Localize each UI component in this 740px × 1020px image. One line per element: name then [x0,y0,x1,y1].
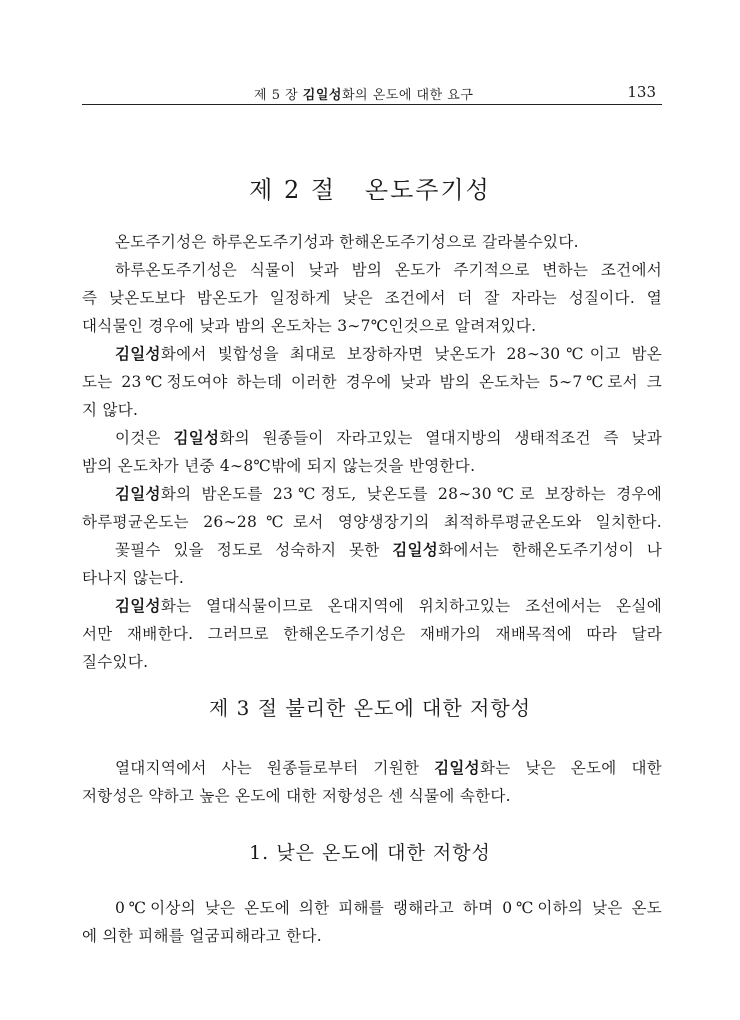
text-run: 타나지 않는다. [82,569,185,587]
text-line [82,256,662,284]
text-run: 에 의한 피해를 얼굼피해라고 한다. [82,927,322,945]
running-head-bold-name: 김일성 [302,88,342,103]
text-run: 하루평균온도는 26∼28℃로서 영양생장기의 최적하루평균온도와 일치한다. [82,513,662,531]
paragraph [82,228,662,256]
text-line [82,648,662,676]
text-line [82,754,662,782]
page-number: 133 [627,83,656,101]
paragraph [82,424,662,480]
text-line [82,782,662,810]
subsection-1-title: 1. 낮은 온도에 대한 저항성 [249,842,491,864]
text-line [82,424,662,452]
text-run: 온도주기성은 하루온도주기성과 한해온도주기성으로 갈라볼수있다. [115,233,579,251]
paragraph [82,340,662,424]
paragraph [82,894,662,950]
text-line [82,536,662,564]
paragraph [82,536,662,592]
paragraph [82,480,662,536]
paragraph [82,256,662,340]
text-line [82,508,662,536]
text-line [82,368,662,396]
text-run: 화는 낮은 온도에 대한 [479,759,662,777]
text-line [82,312,662,340]
text-line [82,480,662,508]
text-run: 저항성은 약하고 높은 온도에 대한 저항성은 센 식물에 속한다. [82,787,511,805]
bold-name: 김일성 [115,596,161,615]
text-run: 화의 원종들이 자라고있는 열대지방의 생태적조건 즉 낮과 [219,429,663,447]
text-line [82,620,662,648]
text-run: 하루온도주기성은 식물이 낮과 밤의 온도가 주기적으로 변하는 조건에서 [115,261,662,279]
text-run: 화에서 빛합성을 최대로 보장하자면 낮온도가 28∼30℃이고 밤온 [160,345,662,363]
text-line [82,396,662,424]
text-line [82,340,662,368]
bold-name: 김일성 [434,758,480,777]
text-line [82,228,662,256]
text-line [82,894,662,922]
paragraph [82,592,662,676]
header-rule [82,104,662,105]
text-run: 화에서는 한해온도주기성이 나 [438,541,662,559]
text-line [82,922,662,950]
bold-name: 김일성 [173,428,220,447]
text-run: 즉 낮온도보다 밤온도가 일정하게 낮은 조건에서 더 잘 자라는 성질이다. 열 [82,289,662,307]
running-head-title: 화의 온도에 대한 요구 [341,88,474,103]
text-run: 열대지역에서 사는 원종들로부터 기원한 [115,759,435,777]
bold-name: 김일성 [392,540,439,559]
text-run: 화는 열대식물이므로 온대지역에 위치하고있는 조선에서는 온실에 [160,597,662,615]
section-3-title: 제 3 절 불리한 온도에 대한 저항성 [208,696,532,720]
paragraph [82,754,662,810]
text-run: 질수있다. [82,653,149,671]
text-run: 대식물인 경우에 낮과 밤의 온도차는 3∼7℃인것으로 알려져있다. [82,317,537,335]
text-run: 도는 23℃정도여야 하는데 이러한 경우에 낮과 밤의 온도차는 5∼7℃로서 크 [82,373,662,391]
bold-name: 김일성 [115,344,161,363]
section-2-title: 제 2 절 온도주기성 [249,176,491,204]
running-head [254,84,473,103]
text-line [82,452,662,480]
text-run: 이것은 [115,429,174,447]
text-run: 0℃이상의 낮은 온도에 의한 피해를 랭해라고 하며 0℃이하의 낮은 온도 [115,899,662,917]
bold-name: 김일성 [115,484,161,503]
text-line [82,564,662,592]
text-run: 지 않다. [82,401,139,419]
running-head-chapter: 제 5 장 [254,88,303,103]
text-run: 밤의 온도차가 년중 4∼8℃밖에 되지 않는것을 반영한다. [82,457,476,475]
running-header [82,84,660,106]
text-line [82,284,662,312]
text-run: 꽃필수 있을 정도로 성숙하지 못한 [115,541,393,559]
text-run: 화의 밤온도를 23℃정도, 낮온도를 28∼30℃로 보장하는 경우에 [160,485,662,503]
text-run: 서만 재배한다. 그러므로 한해온도주기성은 재배가의 재배목적에 따라 달라 [82,625,662,643]
text-line [82,592,662,620]
